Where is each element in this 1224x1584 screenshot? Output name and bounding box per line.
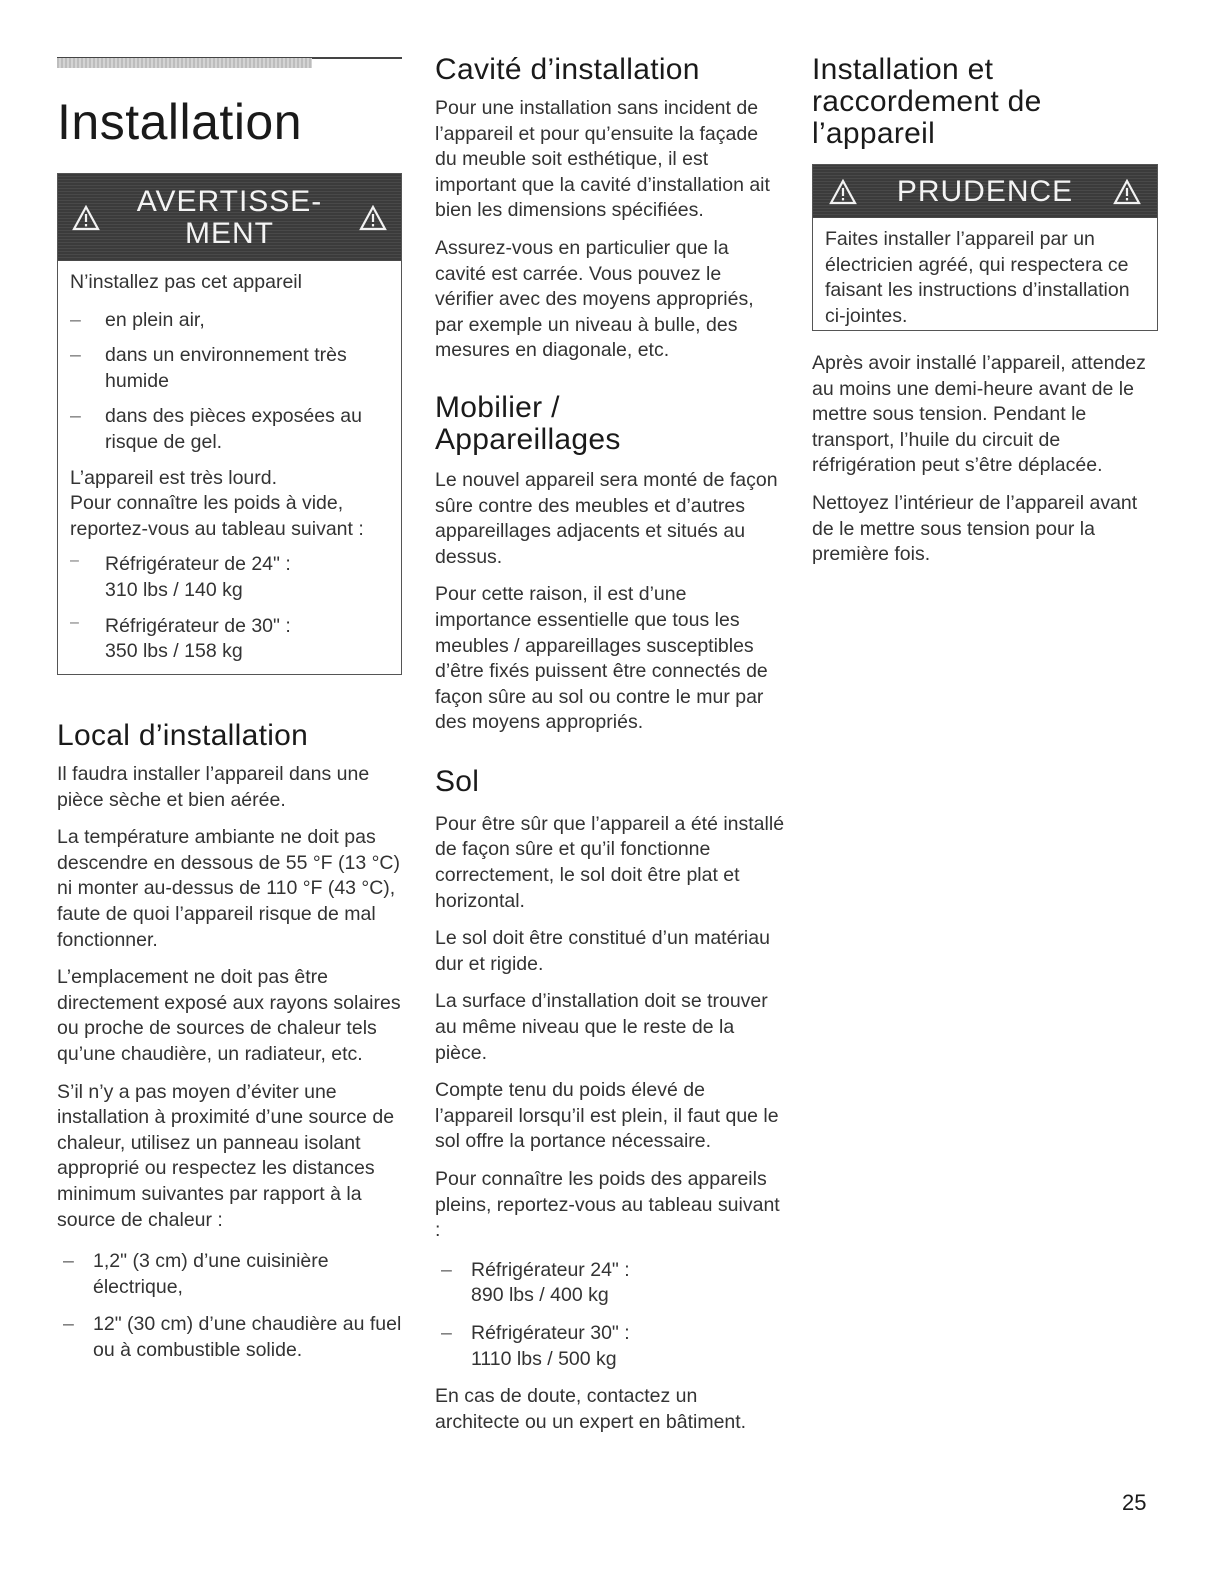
caution-body [813, 218, 1157, 329]
warning-item: – dans un environnement très humide [70, 343, 387, 394]
caution-header [813, 165, 1157, 218]
caution-box [812, 164, 1158, 331]
paragraph: La température ambiante ne doit pas descendre en dessous de 55 °F (13 °C) ni monter au-dessus de 110 °F (43 °C), faute de quoi l’appareil risque de mal fonctionner. [57, 826, 400, 951]
weight-value: 1110 lbs / 500 kg [471, 1347, 617, 1370]
warning-triangle-icon [1113, 179, 1141, 205]
section-heading-local: Local d’installation [57, 719, 309, 752]
paragraph: L’emplacement ne doit pas être directement exposé aux rayons solaires ou proche de sources de chaleur tels qu’une chaudière, un radiateur, etc. [57, 966, 401, 1065]
paragraph: Il faudra installer l’appareil dans une pièce sèche et bien aérée. [57, 763, 370, 811]
warning-box [57, 173, 402, 675]
column-right [812, 54, 1162, 580]
warning-body [58, 261, 401, 665]
paragraph: Pour une installation sans incident de l’appareil et pour qu’ensuite la façade du meuble soit esthétique, il est important que la cavité d’installation ait bien les dimensions spécifiées. [435, 97, 770, 222]
paragraph: En cas de doute, contactez un architecte ou un expert en bâtiment. [435, 1385, 747, 1433]
full-weight-list [435, 1258, 785, 1372]
paragraph: Nettoyez l’intérieur de l’appareil avant de le mettre sous tension pour la première fois. [812, 491, 1138, 566]
warning-weight-text: L’appareil est très lourd. [70, 466, 278, 489]
warning-triangle-icon [72, 205, 100, 231]
weight-value: 890 lbs / 400 kg [471, 1284, 609, 1307]
page-title: Installation [57, 94, 303, 150]
heading-line: Mobilier / [435, 390, 560, 424]
warning-weight-item [70, 552, 387, 603]
page-number: 25 [1122, 1490, 1147, 1515]
warning-triangle-icon [359, 205, 387, 231]
paragraph: Pour connaître les poids des appareils pleins, reportez-vous au tableau suivant : [435, 1168, 780, 1242]
warning-weight-item [70, 614, 387, 665]
section-heading-mobilier [435, 392, 785, 456]
weight-value: 350 lbs / 158 kg [105, 640, 243, 663]
warning-title [137, 186, 323, 250]
column-left [57, 720, 402, 1375]
weight-value: 310 lbs / 140 kg [105, 578, 243, 601]
heading-line: l’appareil [812, 117, 936, 150]
heat-distance-list [57, 1249, 402, 1363]
paragraph: Pour cette raison, il est d’une importance essentielle que tous les meubles / appareillages susceptibles d’être fixés puissent être connectés de façon sûre au sol ou contre le mur par des moyens appropriés. [435, 583, 768, 734]
warning-header [58, 174, 401, 261]
paragraph: Assurez-vous en particulier que la cavité est carrée. Vous pouvez le vérifier avec des moyens appropriés, par exemple un niveau à bulle, des mesures en diagonale, etc. [435, 236, 754, 362]
section-heading-sol: Sol [435, 764, 480, 798]
caution-title: PRUDENCE [896, 174, 1074, 208]
warning-title-line1: AVERTISSE- [136, 184, 323, 218]
weight-label: – Réfrigérateur de 24" : [105, 553, 291, 576]
section-heading-raccordement [812, 54, 1162, 150]
list-item: – 1,2" (3 cm) d’une cuisinière électrique, [57, 1249, 402, 1300]
paragraph: S’il n’y a pas moyen d’éviter une installation à proximité d’une source de chaleur, utilisez un panneau isolant approprié ou respectez les distances minimum suivantes par rapport à la source de chaleur : [57, 1080, 395, 1231]
column-middle [435, 54, 785, 1447]
paragraph: Le sol doit être constitué d’un matériau dur et rigide. [435, 927, 770, 975]
header-rule-shade [57, 58, 312, 68]
heading-line: Installation et [812, 53, 994, 86]
weight-label: – Réfrigérateur 24" : [471, 1258, 630, 1281]
paragraph: La surface d’installation doit se trouver au même niveau que le reste de la pièce. [435, 990, 768, 1064]
heading-line: Appareillages [435, 422, 621, 456]
paragraph: Compte tenu du poids élevé de l’appareil lorsqu’il est plein, il faut que le sol offre la portance nécessaire. [435, 1079, 779, 1153]
weight-label: – Réfrigérateur de 30" : [105, 614, 291, 637]
section-heading-cavite: Cavité d’installation [435, 53, 700, 86]
paragraph: Pour être sûr que l’appareil a été installé de façon sûre et qu’il fonctionne correctement, le sol doit être plat et horizontal. [435, 812, 785, 912]
warning-triangle-icon [829, 179, 857, 205]
paragraph: Après avoir installé l’appareil, attendez au moins une demi-heure avant de le mettre sous tension. Pendant le transport, l’huile du circuit de réfrigération peut s’être déplacée. [812, 352, 1146, 477]
warning-item: – en plein air, [70, 308, 387, 334]
caution-text: Faites installer l’appareil par un électricien agréé, qui respectera ce faisant les instructions d’installation ci-jointes. [825, 228, 1130, 327]
weight-label: – Réfrigérateur 30" : [471, 1321, 630, 1344]
list-item [435, 1258, 785, 1309]
warning-intro: N’installez pas cet appareil [70, 271, 302, 293]
warning-title-line2: MENT [184, 216, 274, 250]
heading-line: raccordement de [812, 85, 1042, 118]
warning-item: – dans des pièces exposées au risque de gel. [70, 404, 387, 455]
paragraph: Le nouvel appareil sera monté de façon sûre contre des meubles et d’autres appareillages adjacents et situés au dessus. [435, 468, 778, 568]
list-item: – 12" (30 cm) d’une chaudière au fuel ou à combustible solide. [57, 1312, 402, 1363]
warning-weight-text: Pour connaître les poids à vide, reportez-vous au tableau suivant : [70, 492, 364, 540]
list-item [435, 1321, 785, 1372]
header-rule [57, 56, 402, 68]
